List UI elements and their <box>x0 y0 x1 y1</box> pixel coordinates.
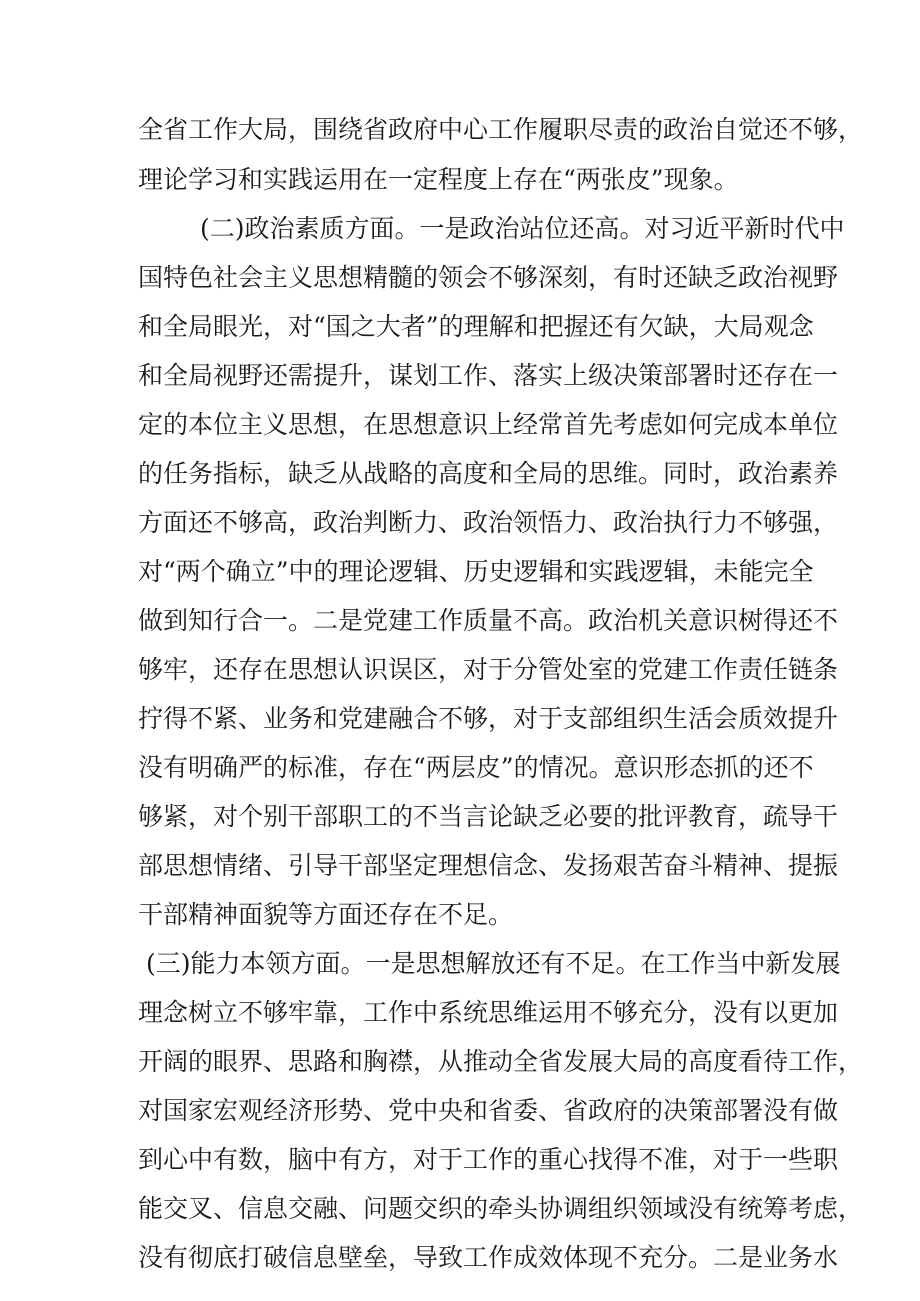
paragraph-2-line-14: 部思想情绪、引导干部坚定理想信念、发扬艰苦奋斗精神、提振 <box>138 851 839 880</box>
paragraph-3-line-7: 没有彻底打破信息壁垒，导致工作成效体现不充分。二是业务水 <box>138 1243 839 1272</box>
paragraph-2-line-6: 的任务指标，缺乏从战略的高度和全局的思维。同时，政治素养 <box>138 459 839 488</box>
paragraph-3-line-6: 能交叉、信息交融、问题交织的牵头协调组织领域没有统筹考虑， <box>138 1194 864 1223</box>
paragraph-3-line-1: (三)能力本领方面。一是思想解放还有不足。在工作当中新发展 <box>146 949 841 978</box>
paragraph-3-line-3: 开阔的眼界、思路和胸襟，从推动全省发展大局的高度看待工作， <box>138 1047 864 1076</box>
paragraph-1-line-2: 理论学习和实践运用在一定程度上存在“两张皮”现象。 <box>138 165 739 194</box>
paragraph-2-line-4: 和全局视野还需提升，谋划工作、落实上级决策部署时还存在一 <box>138 361 839 390</box>
paragraph-2-line-3: 和全局眼光，对“国之大者”的理解和把握还有欠缺，大局观念 <box>138 312 814 341</box>
paragraph-3-line-4: 对国家宏观经济形势、党中央和省委、省政府的决策部署没有做 <box>138 1096 839 1125</box>
paragraph-3-line-2: 理念树立不够牢靠，工作中系统思维运用不够充分，没有以更加 <box>138 998 839 1027</box>
paragraph-2-line-2: 国特色社会主义思想精髓的领会不够深刻，有时还缺乏政治视野 <box>138 263 839 292</box>
paragraph-2-line-12: 没有明确严的标准，存在“两层皮”的情况。意识形态抓的还不 <box>138 753 814 782</box>
paragraph-2-line-15: 干部精神面貌等方面还存在不足。 <box>138 900 514 929</box>
paragraph-2-line-7: 方面还不够高，政治判断力、政治领悟力、政治执行力不够强， <box>138 508 839 537</box>
paragraph-2-line-8: 对“两个确立”中的理论逻辑、历史逻辑和实践逻辑，未能完全 <box>138 557 814 586</box>
paragraph-1-line-1: 全省工作大局，围绕省政府中心工作履职尽责的政治自觉还不够， <box>138 115 864 144</box>
paragraph-2-line-10: 够牢，还存在思想认识误区，对于分管处室的党建工作责任链条 <box>138 655 839 684</box>
paragraph-2-line-13: 够紧，对个别干部职工的不当言论缺乏必要的批评教育，疏导干 <box>138 802 839 831</box>
paragraph-2-line-11: 拧得不紧、业务和党建融合不够，对于支部组织生活会质效提升 <box>138 704 839 733</box>
paragraph-2-line-9: 做到知行合一。二是党建工作质量不高。政治机关意识树得还不 <box>138 606 839 635</box>
paragraph-2-line-1: (二)政治素质方面。一是政治站位还高。对习近平新时代中 <box>200 214 845 243</box>
paragraph-2-line-5: 定的本位主义思想，在思想意识上经常首先考虑如何完成本单位 <box>138 410 839 439</box>
paragraph-3-line-5: 到心中有数，脑中有方，对于工作的重心找得不准，对于一些职 <box>138 1145 839 1174</box>
